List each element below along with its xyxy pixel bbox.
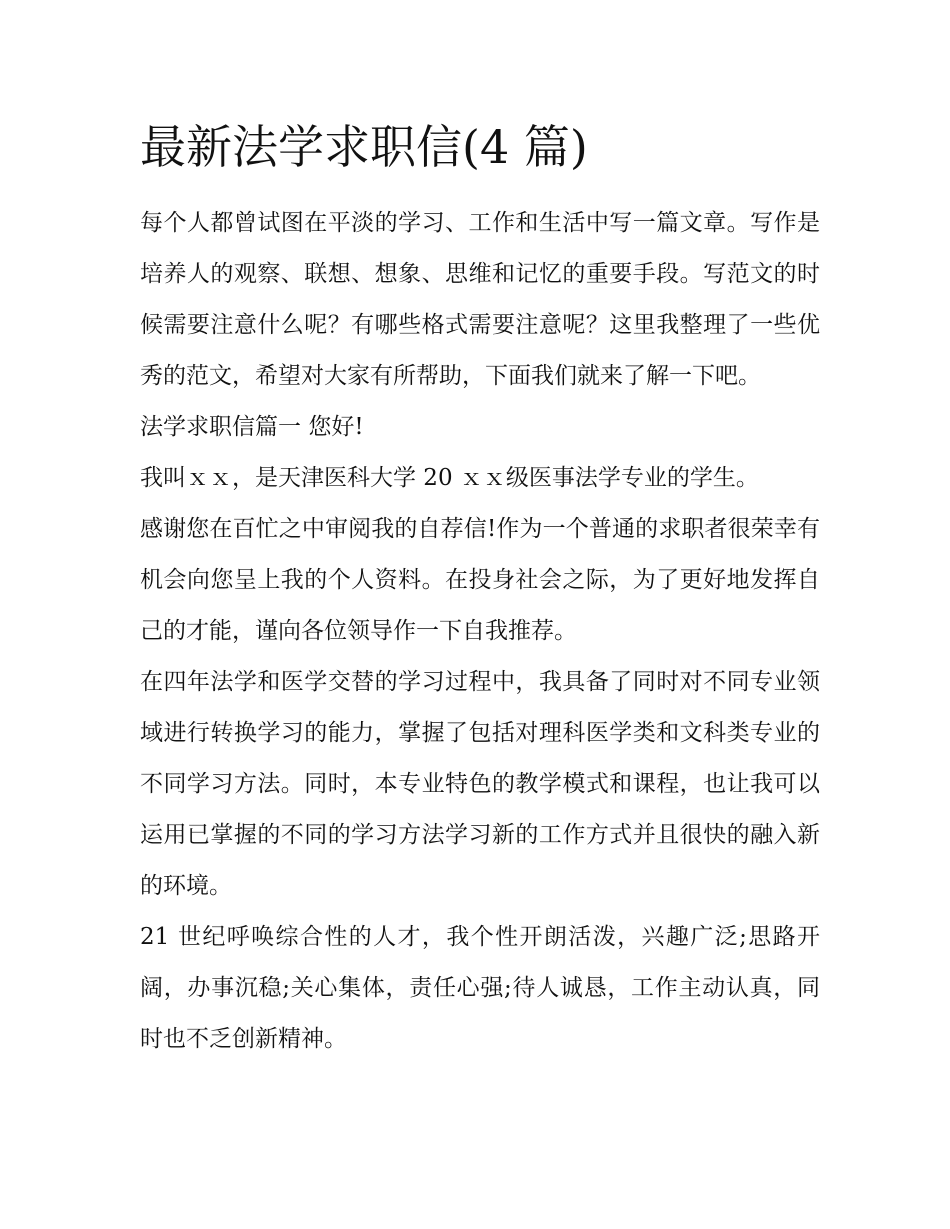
body-paragraph-1: 我叫ｘｘ，是天津医科大学 20 ｘｘ级医事法学专业的学生。: [140, 465, 759, 491]
intro-paragraph: 每个人都曾试图在平淡的学习、工作和生活中写一篇文章。写作是培养人的观察、联想、想象、思维和记忆的重要手段。写范文的时候需要注意什么呢？有哪些格式需要注意呢？这里我整理了一些优秀的范文，希望对大家有所帮助，下面我们就来了解一下吧。: [140, 210, 820, 389]
salutation-line: [140, 402, 820, 453]
greeting: 您好!: [308, 414, 364, 440]
document-body: [140, 198, 820, 1065]
document-title: 最新法学求职信(4 篇): [140, 120, 588, 174]
body-paragraph-3: 在四年法学和医学交替的学习过程中，我具备了同时对不同专业领域进行转换学习的能力，掌握了包括对理科医学类和文科类专业的不同学习方法。同时，本专业特色的教学模式和课程，也让我可以运用已掌握的不同的学习方法学习新的工作方式并且很快的融入新的环境。: [140, 669, 820, 899]
body-paragraph-2: 感谢您在百忙之中审阅我的自荐信!作为一个普通的求职者很荣幸有机会向您呈上我的个人资料。在投身社会之际，为了更好地发挥自己的才能，谨向各位领导作一下自我推荐。: [140, 516, 820, 644]
section-heading: 法学求职信篇一: [140, 414, 301, 440]
body-paragraph-4: 21 世纪呼唤综合性的人才，我个性开朗活泼，兴趣广泛;思路开阔，办事沉稳;关心集体，责任心强;待人诚恳，工作主动认真，同时也不乏创新精神。: [140, 924, 820, 1052]
